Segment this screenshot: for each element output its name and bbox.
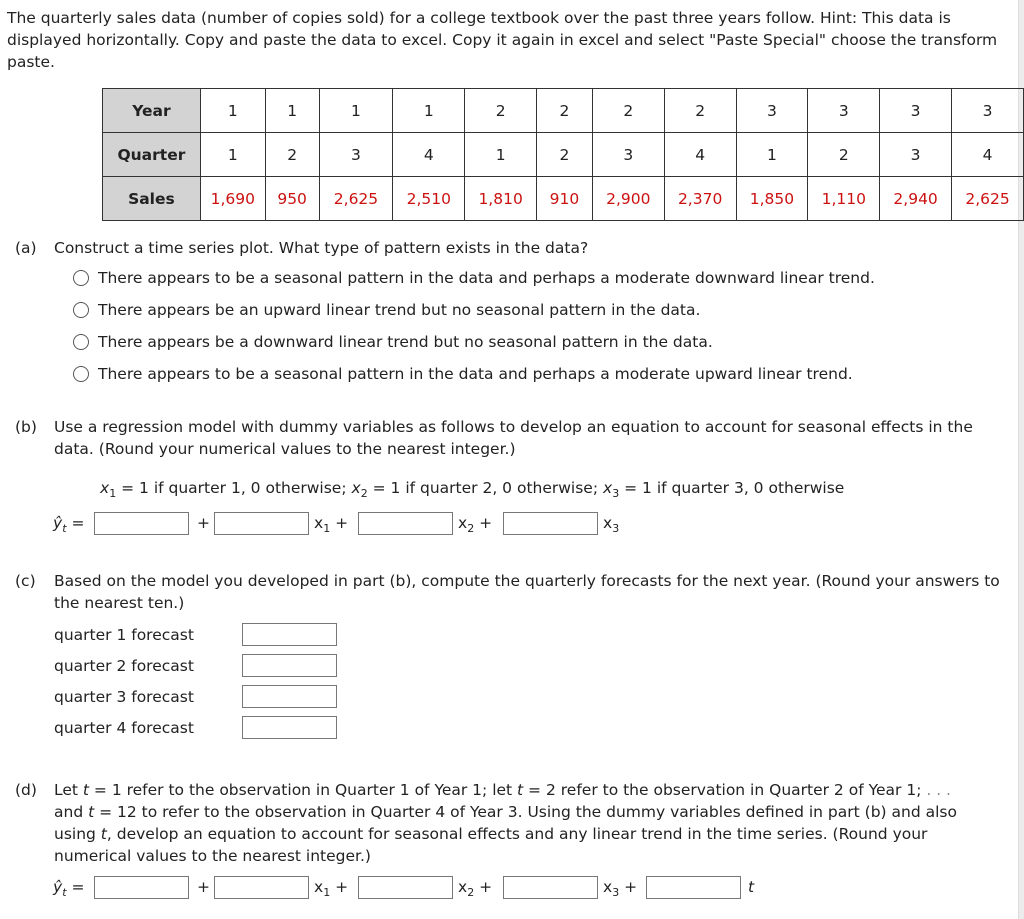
- table-cell: 2,510: [393, 177, 465, 221]
- table-cell: 2,940: [880, 177, 952, 221]
- b-intercept-input[interactable]: [94, 512, 189, 535]
- yhat-symbol: $ŷ_t$ =: [53, 514, 85, 535]
- table-cell: 2,625: [952, 177, 1024, 221]
- plus-sign: +: [197, 514, 210, 532]
- x1-term: $x_1$ +: [314, 878, 349, 899]
- table-cell: 1: [736, 133, 808, 177]
- radio-button[interactable]: [73, 270, 89, 286]
- table-cell: 3: [736, 89, 808, 133]
- table-cell: 3: [592, 133, 664, 177]
- table-cell: 1: [200, 89, 265, 133]
- table-cell: 1: [465, 133, 537, 177]
- table-cell: 3: [319, 133, 393, 177]
- table-cell: 2: [664, 89, 736, 133]
- table-cell: 2: [592, 89, 664, 133]
- table-cell: 1,690: [200, 177, 265, 221]
- b-x2-coefficient-input[interactable]: [358, 512, 453, 535]
- table-cell: 1,110: [808, 177, 880, 221]
- sales-data-table: [102, 88, 1024, 221]
- b-x1-coefficient-input[interactable]: [214, 512, 309, 535]
- plus-sign: +: [197, 878, 210, 896]
- forecast-q3-input[interactable]: [242, 685, 337, 708]
- forecast-q1-input[interactable]: [242, 623, 337, 646]
- year-row: [103, 89, 1024, 133]
- table-cell: 2: [265, 133, 319, 177]
- part-b-label: (b): [15, 418, 37, 436]
- table-cell: 1,810: [465, 177, 537, 221]
- table-cell: 4: [952, 133, 1024, 177]
- d-t-coefficient-input[interactable]: [646, 876, 741, 899]
- part-b-question: Use a regression model with dummy variables as follows to develop an equation to account for seasonal effects in the data. (Round your numerical values to the nearest integer.): [54, 418, 973, 458]
- part-c-label: (c): [15, 572, 36, 590]
- table-cell: 2,625: [319, 177, 393, 221]
- table-cell: 2: [808, 133, 880, 177]
- row-header-year: Year: [103, 89, 201, 133]
- table-cell: 3: [880, 89, 952, 133]
- part-d-label: (d): [15, 781, 37, 799]
- table-cell: 1,850: [736, 177, 808, 221]
- table-cell: 910: [537, 177, 593, 221]
- d-intercept-input[interactable]: [94, 876, 189, 899]
- option-label: There appears be a downward linear trend but no seasonal pattern in the data.: [98, 333, 713, 351]
- table-cell: 1: [393, 89, 465, 133]
- option-label: There appears to be a seasonal pattern in the data and perhaps a moderate upward linear trend.: [98, 365, 853, 383]
- forecast-label-q4: quarter 4 forecast: [54, 719, 194, 737]
- x1-term: $x_1$ +: [314, 514, 349, 535]
- table-cell: 950: [265, 177, 319, 221]
- table-cell: 1: [319, 89, 393, 133]
- d-x2-coefficient-input[interactable]: [358, 876, 453, 899]
- x2-term: $x_2$ +: [458, 514, 493, 535]
- table-cell: 3: [880, 133, 952, 177]
- part-a-label: (a): [15, 239, 37, 257]
- dummy-variable-definition: $x_1 = 1$ if quarter 1, 0 otherwise; $x_2 = 1$ if quarter 2, 0 otherwise; $x_3 = 1$ if quarter 3, 0 otherwise: [100, 479, 845, 500]
- x3-term: $x_3$ +: [603, 878, 638, 899]
- forecast-q4-input[interactable]: [242, 716, 337, 739]
- table-cell: 2,900: [592, 177, 664, 221]
- x2-term: $x_2$ +: [458, 878, 493, 899]
- d-x1-coefficient-input[interactable]: [214, 876, 309, 899]
- forecast-q2-input[interactable]: [242, 654, 337, 677]
- option-label: There appears be an upward linear trend but no seasonal pattern in the data.: [98, 301, 701, 319]
- option-label: There appears to be a seasonal pattern in the data and perhaps a moderate downward linear trend.: [98, 269, 875, 287]
- intro-text: The quarterly sales data (number of copies sold) for a college textbook over the past three years follow. Hint: This data is displayed horizontally. Copy and paste the data to excel. Copy it again in excel and select "Paste Special" choose the transform paste.: [7, 9, 998, 71]
- option-a-4[interactable]: [73, 363, 853, 385]
- forecast-label-q3: quarter 3 forecast: [54, 688, 194, 706]
- option-a-1[interactable]: [73, 267, 875, 289]
- option-a-2[interactable]: [73, 299, 700, 321]
- table-cell: 3: [808, 89, 880, 133]
- b-x3-coefficient-input[interactable]: [503, 512, 598, 535]
- table-cell: 2: [465, 89, 537, 133]
- d-x3-coefficient-input[interactable]: [503, 876, 598, 899]
- radio-button[interactable]: [73, 366, 89, 382]
- table-cell: 1: [265, 89, 319, 133]
- table-cell: 1: [200, 133, 265, 177]
- x3-term: $x_3$: [603, 514, 620, 535]
- quarter-row: [103, 133, 1024, 177]
- table-cell: 2: [537, 133, 593, 177]
- table-cell: 2,370: [664, 177, 736, 221]
- forecast-label-q2: quarter 2 forecast: [54, 657, 194, 675]
- forecast-label-q1: quarter 1 forecast: [54, 626, 194, 644]
- table-cell: 4: [393, 133, 465, 177]
- option-a-3[interactable]: [73, 331, 713, 353]
- row-header-sales: Sales: [103, 177, 201, 221]
- part-a-question: Construct a time series plot. What type of pattern exists in the data?: [54, 239, 589, 257]
- sales-row: [103, 177, 1024, 221]
- radio-button[interactable]: [73, 334, 89, 350]
- part-c-question: Based on the model you developed in part (b), compute the quarterly forecasts for the next year. (Round your answers to the nearest ten.): [54, 572, 1000, 612]
- part-d-question: Let t = 1 refer to the observation in Quarter 1 of Year 1; let t = 2 refer to the observation in Quarter 2 of Year 1; . . . and t = 12 to refer to the observation in Quarter 4 of Year 3. Using the dummy variables defined in part (b) and also using t, develop an equation to account for seasonal effects and any linear trend in the time series. (Round your numerical values to the nearest integer.): [54, 781, 957, 865]
- table-cell: 4: [664, 133, 736, 177]
- table-cell: 2: [537, 89, 593, 133]
- t-term: t: [748, 878, 755, 896]
- row-header-quarter: Quarter: [103, 133, 201, 177]
- table-cell: 3: [952, 89, 1024, 133]
- radio-button[interactable]: [73, 302, 89, 318]
- yhat-symbol: $ŷ_t$ =: [53, 878, 85, 899]
